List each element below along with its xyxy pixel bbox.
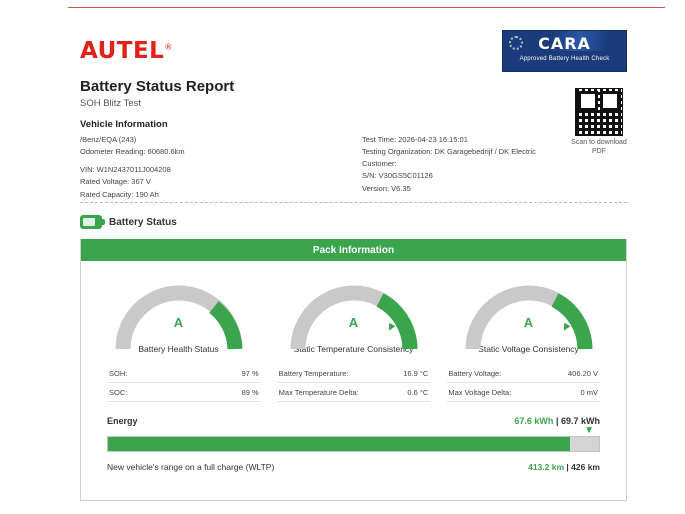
section-divider [80,202,627,203]
energy-values [514,416,600,426]
energy-bar-marker-icon: ▼ [584,425,594,436]
pack-information-title: Pack Information [81,239,626,261]
gauge-dial [284,275,424,341]
gauge-arc-icon [109,275,249,415]
vehicle-information-right-column [362,134,612,195]
metric-value: 97 % [241,369,259,378]
rated-capacity: Rated Capacity: 190 Ah [80,189,159,199]
gauge-grade: A [523,315,534,330]
vehicle-information-heading: Vehicle Information [80,119,168,130]
gauge-arc-icon [459,275,599,415]
pack-information-panel [80,239,627,501]
metric-value: 16.9 °C [403,369,429,378]
page-header [0,14,685,70]
metric-label: Max Voltage Delta: [448,387,512,397]
energy-header [107,416,600,426]
cara-badge-subtitle: Approved Battery Health Check [519,56,610,62]
vehicle-information-left-column [80,134,340,201]
gauge-static-temperature-consistency [266,275,441,354]
battery-status-label: Battery Status [109,216,177,228]
gauge-caption: Static Voltage Consistency [478,344,579,354]
gauge-caption: Static Temperature Consistency [293,344,414,354]
energy-label: Energy [107,416,138,426]
gauge-grade: A [173,315,184,330]
gauge-needle-icon: ▼ [556,317,575,337]
energy-current-value: 67.6 kWh [514,416,554,426]
registered-mark-icon: ® [164,42,173,52]
metric-label: Max Temperature Delta: [278,387,359,397]
energy-separator: | [555,416,559,426]
gauge-arc-icon [284,275,424,415]
metric-label: SOH: [109,368,128,378]
gauge-needle-icon: ▼ [215,315,234,335]
gauge-battery-health-status [91,275,266,354]
gauge-static-voltage-consistency [441,275,616,354]
energy-bar-fill [108,437,570,451]
energy-bar-track [107,436,600,452]
serial-number: S/N: V30GS5C01126 [362,171,433,181]
battery-status-heading [80,215,177,229]
odometer-reading: Odometer Reading: 60680.6km [80,147,185,157]
test-time: Test Time: 2026-04-23 16:15:01 [362,135,468,144]
page-subtitle: SOH Blitz Test [80,98,142,109]
qr-caption: Scan to download PDF [571,139,627,155]
version: Version: V6.35 [362,183,411,193]
gauge-grade: A [348,315,359,330]
rated-voltage: Rated Voltage: 367 V [80,177,151,187]
metric-value: 89 % [241,388,259,397]
metric-label: Battery Temperature: [278,368,349,378]
gauge-dial [459,275,599,341]
metric-value: 406.20 V [567,369,599,378]
range-label: New vehicle's range on a full charge (WLTP) [107,462,275,472]
top-red-rule [68,7,665,8]
autel-logo-text: AUTEL [80,38,165,64]
vehicle-model: /Benz/EQA (243) [80,135,137,144]
qr-code-icon[interactable] [575,88,623,136]
range-total-value: 426 km [571,462,600,472]
metric-label: SOC: [109,387,128,397]
gauge-caption: Battery Health Status [138,344,219,354]
range-values [528,462,600,472]
range-current-value: 413.2 km [528,462,565,472]
cara-badge-title: CARA [538,34,591,53]
testing-organization: Testing Organization: DK Garagebedrijf / DK Electric [362,147,536,157]
metric-value: 0.6 °C [407,388,429,397]
cara-badge [502,30,627,72]
gauge-dial [109,275,249,341]
page-title: Battery Status Report [80,78,235,95]
metric-value: 0 mV [580,388,599,397]
battery-icon [80,215,102,229]
autel-logo [80,38,173,64]
gauge-needle-icon: ▼ [381,317,400,337]
gauge-row [81,261,626,354]
energy-total-value: 69.7 kWh [560,416,600,426]
vin: VIN: W1N2437011J004208 [80,165,171,175]
range-row [107,462,600,472]
range-separator: | [566,462,569,472]
customer: Customer: [362,159,397,169]
metric-label: Battery Voltage: [448,368,502,378]
